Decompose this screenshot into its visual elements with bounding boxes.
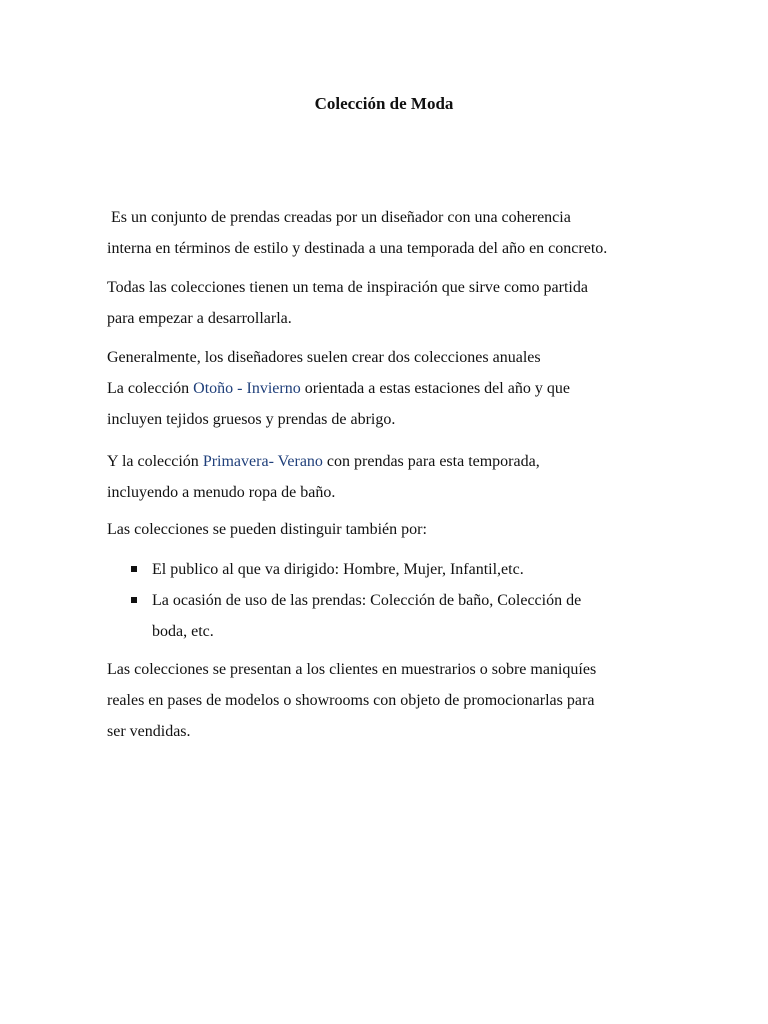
paragraph-line: Todas las colecciones tienen un tema de inspiración que sirve como partida bbox=[107, 279, 588, 296]
paragraph-line: incluyen tejidos gruesos y prendas de abrigo. bbox=[107, 411, 396, 428]
paragraph-line: Generalmente, los diseñadores suelen crear dos colecciones anuales bbox=[107, 349, 541, 366]
paragraph-line: Es un conjunto de prendas creadas por un diseñador con una coherencia bbox=[107, 209, 571, 226]
paragraph-definition bbox=[107, 202, 667, 264]
paragraph-seasons bbox=[107, 342, 667, 435]
paragraph-line: Las colecciones se presentan a los clientes en muestrarios o sobre maniquíes bbox=[107, 661, 597, 678]
paragraph-line: incluyendo a menudo ropa de baño. bbox=[107, 484, 336, 501]
paragraph-line bbox=[107, 373, 667, 404]
list-item-line: El publico al que va dirigido: Hombre, Mujer, Infantil,etc. bbox=[152, 561, 524, 578]
paragraph-line: interna en términos de estilo y destinada a una temporada del año en concreto. bbox=[107, 240, 608, 257]
paragraph-presentation bbox=[107, 654, 667, 747]
paragraph-inspiration bbox=[107, 272, 667, 334]
list-item bbox=[107, 554, 667, 585]
square-bullet-icon bbox=[131, 566, 137, 572]
highlight-primavera-verano: Primavera- Verano bbox=[202, 453, 323, 470]
list-item-line: La ocasión de uso de las prendas: Colección de baño, Colección de bbox=[152, 592, 582, 609]
square-bullet-icon bbox=[131, 597, 137, 603]
paragraph-spring-summer bbox=[107, 446, 667, 508]
list-item bbox=[107, 585, 667, 647]
bullet-list bbox=[107, 554, 667, 647]
text-segment: con prendas para esta temporada, bbox=[322, 453, 540, 470]
list-item-line: boda, etc. bbox=[152, 623, 214, 640]
paragraph-line: reales en pases de modelos o showrooms con objeto de promocionarlas para bbox=[107, 692, 595, 709]
text-segment: Y la colección bbox=[107, 453, 203, 470]
paragraph-line: Las colecciones se pueden distinguir también por: bbox=[107, 521, 427, 538]
paragraph-line: ser vendidas. bbox=[107, 723, 191, 740]
paragraph-line bbox=[107, 446, 667, 477]
text-segment: orientada a estas estaciones del año y que bbox=[300, 380, 570, 397]
text-segment: La colección bbox=[107, 380, 194, 397]
paragraph-distinguish bbox=[107, 514, 667, 545]
highlight-otono-invierno: Otoño - Invierno bbox=[193, 380, 301, 397]
paragraph-line: para empezar a desarrollarla. bbox=[107, 310, 292, 327]
document-title: Colección de Moda bbox=[314, 94, 454, 113]
